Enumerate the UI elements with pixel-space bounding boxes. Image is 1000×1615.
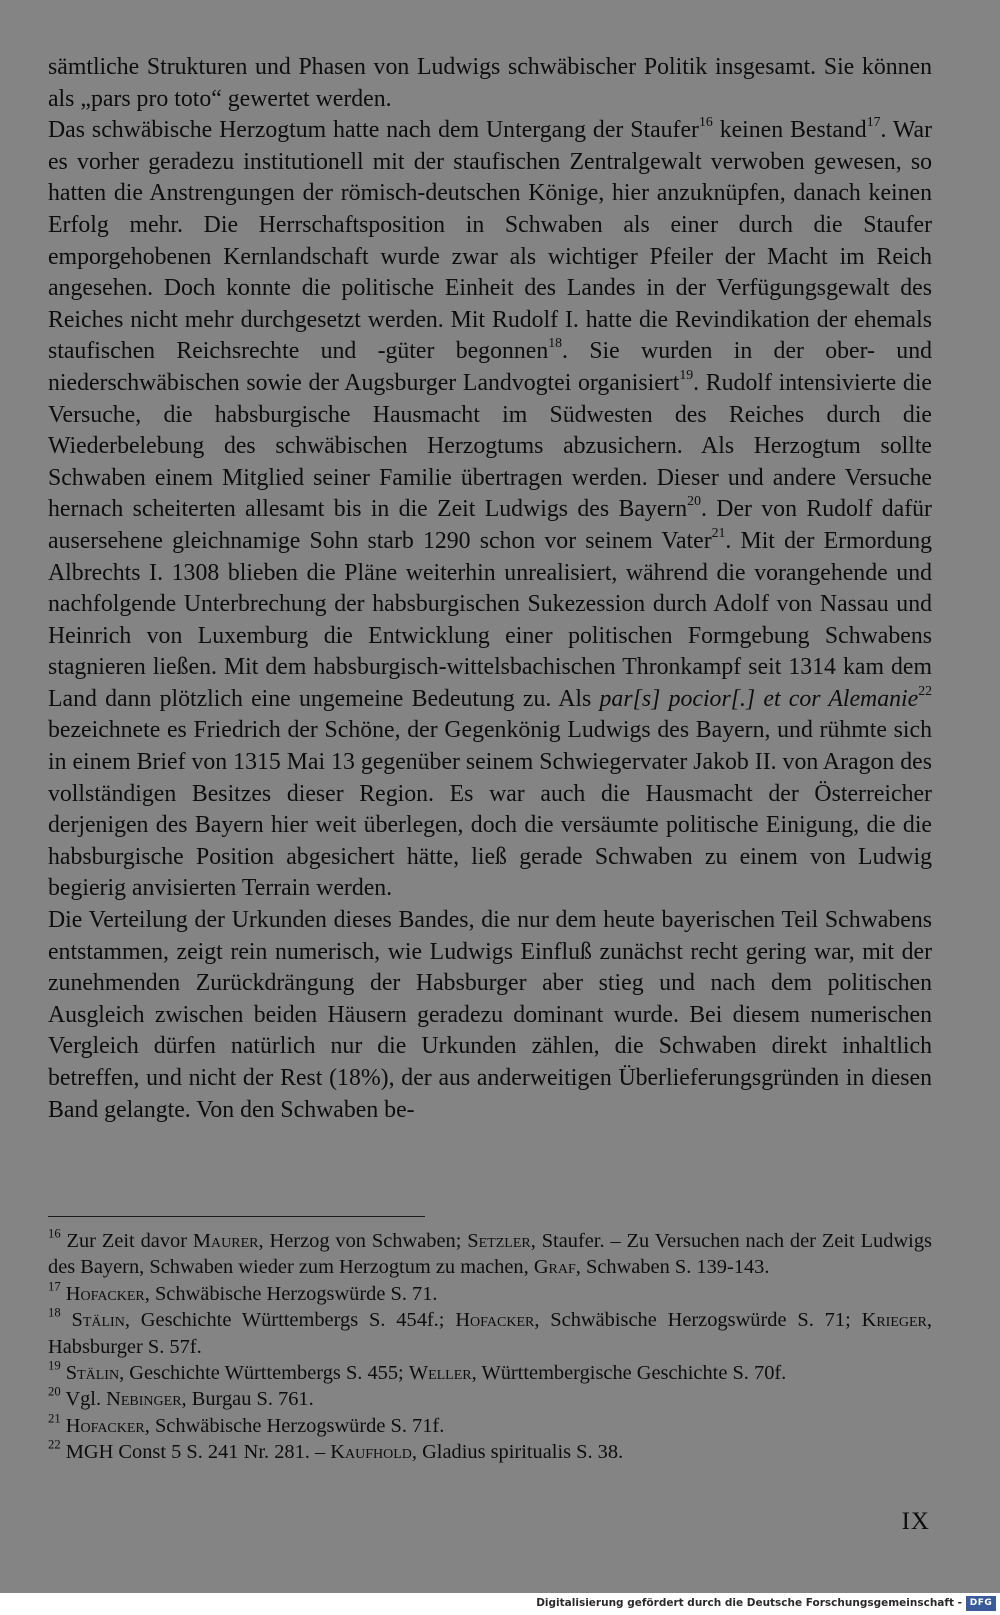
footnote-number: 22 [48, 1437, 61, 1452]
text-run: . Sie wurden in der ober- und niederschwäbischen sowie der Augsburger Landvogtei organisiert [48, 338, 932, 396]
page-number: IX [901, 1508, 930, 1535]
text-run: , Schwaben S. 139-143. [575, 1256, 770, 1279]
footnote-ref-21[interactable]: 21 [711, 525, 726, 541]
footnote-number: 19 [48, 1358, 61, 1373]
body-text [48, 52, 932, 1126]
footnote-ref-19[interactable]: 19 [679, 367, 694, 383]
text-run: Die Verteilung der Urkunden dieses Bandes, die nur dem heute bayerischen Teil Schwabens entstammen, zeigt rein numerisch, wie Ludwigs Einfluß zunächst recht gering war, mit der zunehmenden Zurückdrängung der Habsburger aber stieg und nach dem politischen Ausgleich zwischen beiden Häusern geradezu dominant wurde. Bei diesem numerischen Vergleich dürfen natürlich nur die Urkunden zählen, die Schwaben direkt inhaltlich betreffen, und nicht der Rest (18%), der aus anderweitigen Überlieferungsgründen in diesen Band gelangte. Von den Schwaben be- [48, 907, 932, 1123]
author-name: Setzler [467, 1230, 531, 1252]
text-run: , Schwäbische Herzogswürde S. 71. [144, 1282, 438, 1305]
paragraph-1 [48, 52, 932, 115]
text-run [61, 1309, 72, 1331]
text-run: bezeichnete es Friedrich der Schöne, der Gegenkönig Ludwigs des Bayern, und rühmte sich in einem Brief von 1315 Mai 13 gegenüber seinem Schwiegervater Jakob II. von Aragon des vollständigen Besitzes dieser Region. Es war auch die Hausmacht der Österreicher derjenigen des Bayern hier weit überlegen, doch die versäumte politische Einigung, die die habsburgische Position abgesichert hätte, ließ gerade Schwaben zu einem von Ludwig begierig anvisierten Terrain werden. [48, 717, 932, 902]
credit-bar [0, 1593, 1000, 1615]
text-run: , Habsburger S. 57f. [48, 1309, 932, 1358]
author-name: Hofacker [65, 1282, 145, 1305]
footnote-16 [48, 1228, 932, 1281]
footnote-number: 21 [48, 1411, 61, 1426]
footnote-20 [48, 1386, 932, 1412]
text-run: , Staufer. – Zu Versuchen nach der Zeit Ludwigs des Bayern, Schwaben wieder zum Herzogtum zu machen, [48, 1230, 932, 1279]
author-name: Hofacker [455, 1309, 535, 1332]
text-run: , Gladius spiritualis S. 38. [411, 1441, 624, 1464]
footnote-number: 17 [48, 1279, 61, 1294]
footnote-22 [48, 1439, 932, 1465]
text-run: , Schwäbische Herzogswürde S. 71f. [144, 1414, 445, 1437]
latin-quotation: par[s] pocior[.] et cor Alemanie [599, 685, 919, 712]
footnotes [48, 1228, 932, 1466]
footnote-number: 20 [48, 1384, 61, 1399]
text-run: . War es vorher geradezu institutionell mit der staufischen Zentralgewalt verwoben gewesen, so hatten die Anstrengungen der römisch-deutschen Könige, hier anzuknüpfen, danach keinen Erfolg mehr. Die Herrschaftsposition in Schwaben als einer durch die Staufer emporgehobenen Kernlandschaft wurde zwar als wichtiger Pfeiler der Macht im Reich angesehen. Doch konnte die politische Einheit des Landes in der Verfügungsgewalt des Reiches nicht mehr durchgesetzt werden. Mit Rudolf I. hatte die Revindikation der ehemals staufischen Reichsrechte und -güter begonnen [48, 117, 933, 365]
footnote-18 [48, 1307, 932, 1360]
author-name: Weller [408, 1362, 472, 1385]
author-name: Graf [533, 1256, 576, 1279]
footnote-number: 16 [48, 1226, 61, 1241]
text-run: MGH Const 5 S. 241 Nr. 281. – [60, 1441, 331, 1464]
paragraph-2 [48, 115, 932, 905]
footnote-divider [48, 1216, 425, 1217]
footnote-21 [48, 1413, 932, 1439]
text-run: Das schwäbische Herzogtum hatte nach dem Untergang der Staufer [48, 117, 699, 144]
author-name: Krieger [861, 1309, 927, 1332]
text-run: Vgl. [60, 1388, 107, 1411]
text-run: sämtliche Strukturen und Phasen von Ludwigs schwäbischer Politik insgesamt. Sie können als „pars pro toto“ gewertet werden. [48, 54, 932, 112]
footnote-ref-16[interactable]: 16 [698, 114, 713, 130]
text-run: keinen Bestand [712, 117, 867, 144]
text-run: , Burgau S. 761. [181, 1388, 314, 1411]
author-name: Maurer [192, 1230, 259, 1252]
funding-credit: Digitalisierung gefördert durch die Deutsche Forschungsgemeinschaft - [536, 1597, 962, 1609]
text-run: . Rudolf intensivierte die Versuche, die habsburgische Hausmacht im Südwesten des Reiches durch die Wiederbelebung des schwäbischen Herzogtums abzusichern. Als Herzogtum sollte Schwaben einem Mitglied seiner Familie übertragen werden. Dieser und andere Versuche hernach scheiterten allesamt bis in die Zeit Ludwigs des Bayern [48, 369, 932, 523]
footnote-number: 18 [48, 1305, 61, 1320]
text-run: , Herzog von Schwaben; [258, 1230, 468, 1252]
text-run: Zur Zeit davor [60, 1230, 193, 1252]
author-name: Kaufhold [330, 1441, 412, 1464]
footnote-17 [48, 1281, 932, 1307]
text-run: , Schwäbische Herzogswürde S. 71; [534, 1309, 862, 1332]
author-name: Hofacker [65, 1414, 145, 1437]
footnote-ref-22[interactable]: 22 [918, 683, 932, 699]
dfg-logo-icon: DFG [966, 1596, 996, 1611]
text-run: , Geschichte Württembergs S. 454f.; [124, 1309, 456, 1332]
footnote-ref-18[interactable]: 18 [548, 335, 563, 351]
text-run: . Der von Rudolf dafür ausersehene gleichnamige Sohn starb 1290 schon vor seinem Vater [48, 496, 932, 554]
footnote-ref-17[interactable]: 17 [866, 114, 881, 130]
text-run: . Mit der Ermordung Albrechts I. 1308 blieben die Pläne weiterhin unrealisiert, während die vorangehende und nachfolgende Unterbrechung der habsburgischen Sukezession durch Adolf von Nassau und Heinrich von Luxemburg die Entwicklung einer politischen Formgebung Schwabens stagnieren ließen. Mit dem habsburgisch-wittelsbachischen Thronkampf seit 1314 kam dem Land dann plötzlich eine ungemeine Bedeutung zu. Als [48, 527, 933, 712]
text-run: , Württembergische Geschichte S. 70f. [471, 1362, 787, 1385]
author-name: Stälin [71, 1309, 125, 1332]
paragraph-3 [48, 905, 932, 1126]
author-name: Stälin [65, 1362, 120, 1385]
author-name: Nebinger [106, 1388, 182, 1411]
text-run: , Geschichte Württembergs S. 455; [119, 1362, 409, 1385]
footnote-ref-20[interactable]: 20 [687, 493, 701, 509]
footnote-19 [48, 1360, 932, 1386]
